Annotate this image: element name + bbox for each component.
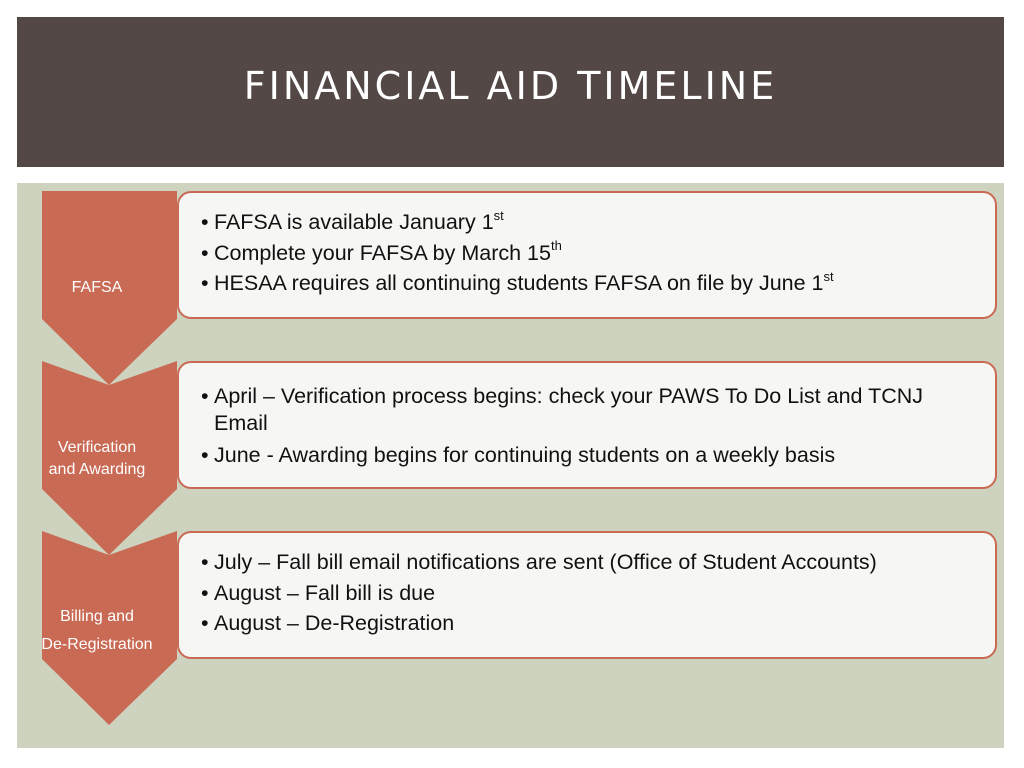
stage-2-label-line-1: Verification [57,439,137,456]
stage-3-label-line-1: Billing and [60,608,134,625]
stage-1-bullet-3: • HESAA requires all continuing students FAFSA on file by June 1st [201,268,975,299]
stage-2-list [201,383,975,471]
stage-2-box [177,361,997,489]
stage-2-label-line-2: and Awarding [48,461,146,478]
stage-3-list [201,547,983,639]
stage-1-label-line-1: FAFSA [71,279,123,296]
stage-1-list [201,207,975,299]
stage-1-bullet-1: • FAFSA is available January 1st [201,207,975,238]
stage-1-label [17,277,177,299]
stage-2-label [17,437,177,481]
timeline-area [17,183,1004,748]
stage-3-label-line-2: De-Registration [41,636,153,653]
stage-2-bullet-2: • June - Awarding begins for continuing students on a weekly basis [201,440,975,471]
stage-2-bullet-1: • April – Verification process begins: check your PAWS To Do List and TCNJ Email [201,383,975,437]
page-title: FINANCIAL AID TIMELINE [243,64,778,108]
stage-3-box [177,531,997,659]
stage-3-bullet-1: • July – Fall bill email notifications are sent (Office of Student Accounts) [201,547,983,578]
stage-1-bullet-2: • Complete your FAFSA by March 15th [201,238,975,269]
title-bar [17,17,1004,167]
stage-1-box [177,191,997,319]
stage-3-bullet-3: • August – De-Registration [201,608,983,639]
stage-3-label [17,603,177,659]
stage-3-bullet-2: • August – Fall bill is due [201,578,983,609]
